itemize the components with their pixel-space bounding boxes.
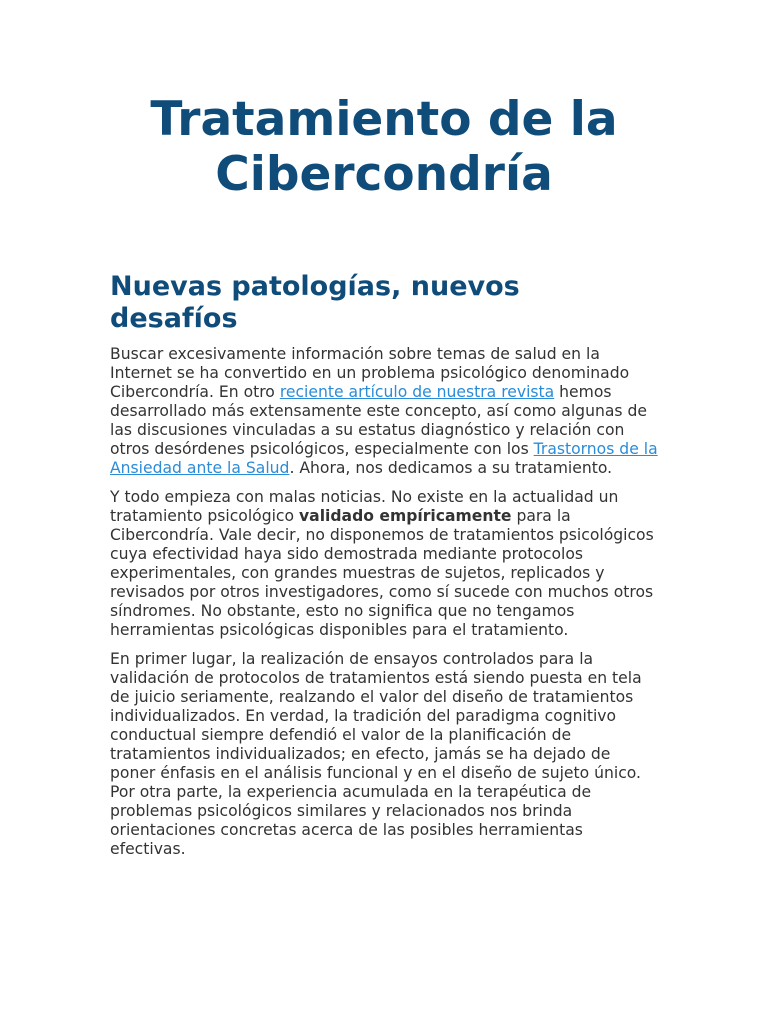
section-heading: Nuevas patologías, nuevos desafíos xyxy=(110,271,520,334)
link-health-anxiety-disorders[interactable]: Trastornos de la Ansiedad ante la Salud xyxy=(110,440,658,477)
paragraph-3: En primer lugar, la realización de ensayos controlados para la validación de protocolos de tratamientos está siendo puesta en tela de juicio seriamente, realzando el valor del diseño de tratamientos individualizados. En verdad, la tradición del paradigma cognitivo conductual siempre defendió el valor de la planificación de tratamientos individualizados; en efecto, jamás se ha dejado de poner énfasis en el análisis funcional y en el diseño de sujeto único. Por otra parte, la experiencia acumulada en la terapéutica de problemas psicológicos similares y relacionados nos brinda orientaciones concretas acerca de las posibles herramientas efectivas. xyxy=(110,650,642,858)
document-title: Tratamiento de la Cibercondría xyxy=(150,92,618,202)
paragraph-1-text-3: . Ahora, nos dedicamos a su tratamiento. xyxy=(289,459,613,477)
paragraph-2-emphasis: validado empíricamente xyxy=(299,507,512,525)
paragraph-2-text-1: Y todo empieza con malas noticias. No existe en la actualidad un tratamiento psicológico xyxy=(110,488,619,525)
link-recent-article[interactable]: reciente artículo de nuestra revista xyxy=(279,383,555,401)
paragraph-1-text-1: Buscar excesivamente información sobre temas de salud en la Internet se ha convertido en un problema psicológico denominado Cibercondría. En otro xyxy=(110,345,630,401)
paragraph-1 xyxy=(110,345,660,478)
paragraph-2 xyxy=(110,488,660,640)
document-body xyxy=(110,345,660,869)
paragraph-1-text-2: hemos desarrollado más extensamente este concepto, así como algunas de las discusiones vinculadas a su estatus diagnóstico y relación con otros desórdenes psicológicos, especialmente con los xyxy=(110,383,647,458)
paragraph-2-text-2: para la Cibercondría. Vale decir, no disponemos de tratamientos psicológicos cuya efectividad haya sido demostrada mediante protocolos experimentales, con grandes muestras de sujetos, replicados y revisados por otros investigadores, como sí sucede con muchos otros síndromes. No obstante, esto no significa que no tengamos herramientas psicológicas disponibles para el tratamiento. xyxy=(110,507,654,639)
